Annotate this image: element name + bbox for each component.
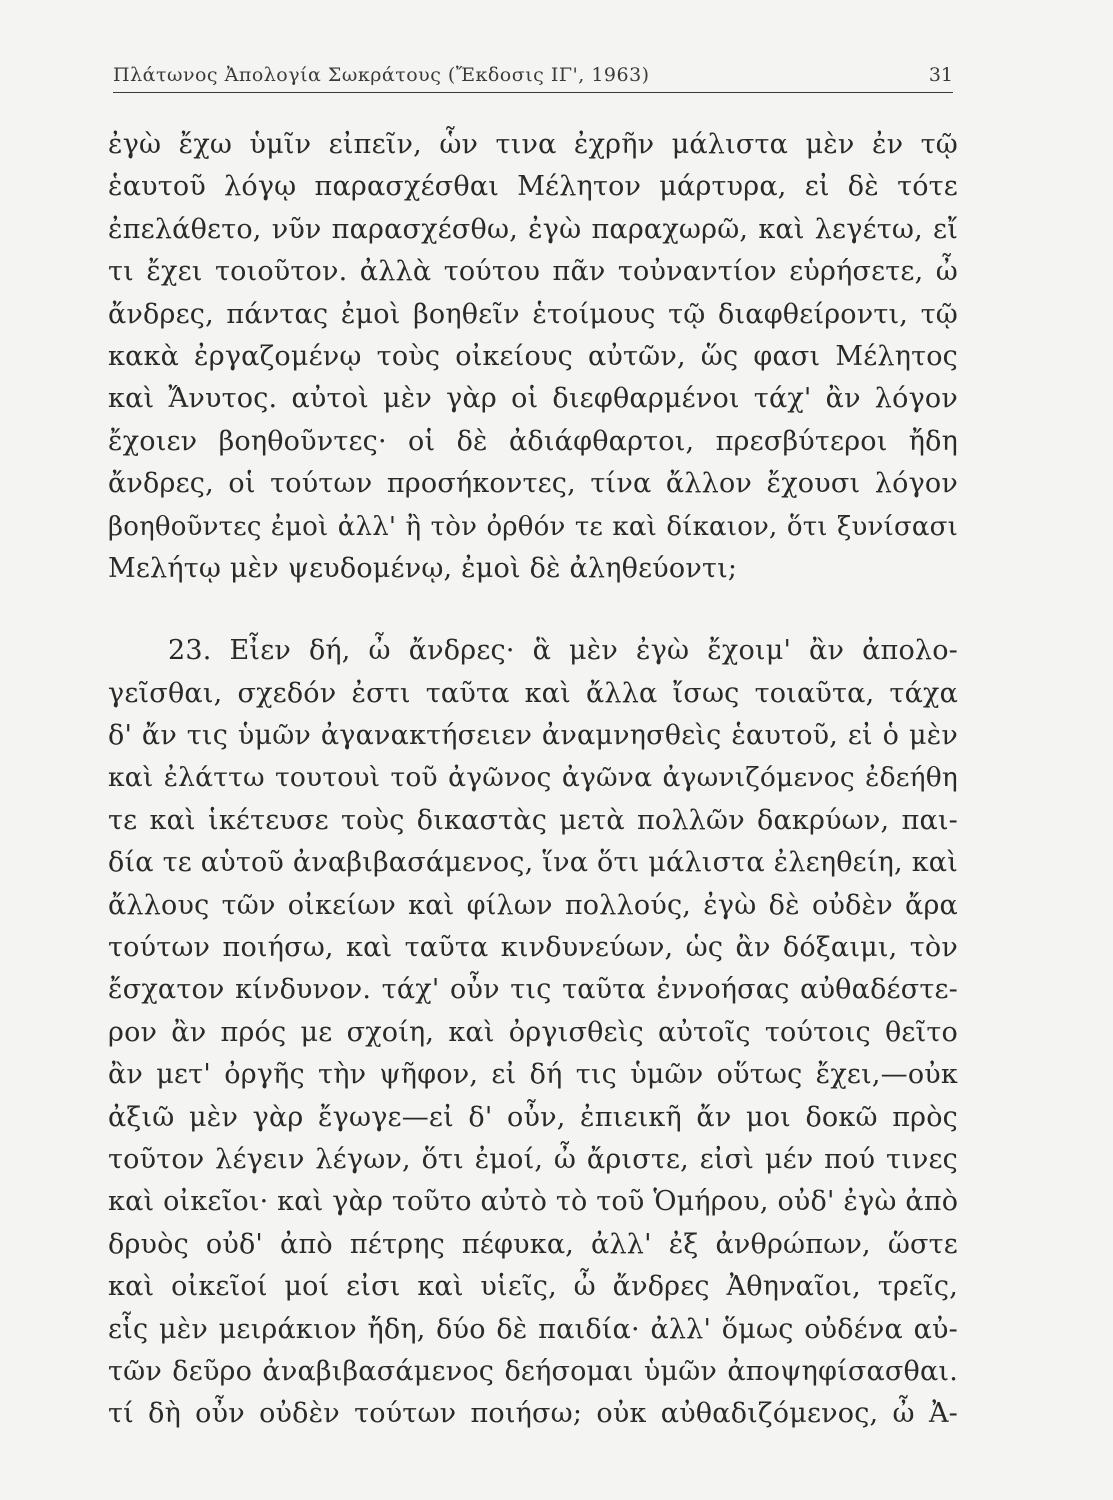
text-line: τί δὴ οὖν οὐδὲν τούτων ποιήσω; οὐκ αὐθαδιζόμενος, ὦ Ἀ- [108,1398,958,1430]
text-line: τούτων ποιήσω, καὶ ταῦτα κινδυνεύων, ὡς ἂν δόξαιμι, τὸν [108,932,958,964]
text-line: ἄνδρες, πάντας ἐμοὶ βοηθεῖν ἑτοίμους τῷ διαφθείροντι, τῷ [108,298,958,330]
text-line: τοῦτον λέγειν λέγων, ὅτι ἐμοί, ὦ ἄριστε, εἰσὶ μέν πού τινες [108,1143,958,1175]
text-line: καὶ οἰκεῖοι· καὶ γὰρ τοῦτο αὐτὸ τὸ τοῦ Ὁμήρου, οὐδ' ἐγὼ ἀπὸ [108,1186,959,1218]
text-line: καὶ Ἄνυτος. αὐτοὶ μὲν γὰρ οἱ διεφθαρμένοι τάχ' ἂν λόγον [108,383,958,415]
text-line: τε καὶ ἱκέτευσε τοὺς δικαστὰς μετὰ πολλῶν δακρύων, παι- [108,804,958,836]
paragraph-1 [108,124,958,590]
text-line: τι ἔχει τοιοῦτον. ἀλλὰ τούτου πᾶν τοὐναντίον εὑρήσετε, ὦ [108,256,958,288]
text-line: 23. Εἶεν δή, ὦ ἄνδρες· ἃ μὲν ἐγὼ ἔχοιμ' ἂν ἀπολο- [168,635,958,667]
body-text [108,124,958,1436]
text-line: ἔσχατον κίνδυνον. τάχ' οὖν τις ταῦτα ἐννοήσας αὐθαδέστε- [108,974,958,1006]
text-line: ἀξιῶ μὲν γὰρ ἔγωγε—εἰ δ' οὖν, ἐπιεικῆ ἄν μοι δοκῶ πρὸς [108,1101,958,1133]
page-number: 31 [928,64,953,86]
text-line: ἄλλους τῶν οἰκείων καὶ φίλων πολλούς, ἐγὼ δὲ οὐδὲν ἄρα [108,889,958,921]
text-line: Μελήτῳ μὲν ψευδομένῳ, ἐμοὶ δὲ ἀληθεύοντι; [108,552,738,584]
text-line: καὶ ἐλάττω τουτουὶ τοῦ ἀγῶνος ἀγῶνα ἀγωνιζόμενος ἐδεήθη [108,762,958,794]
text-line: ἐγὼ ἔχω ὑμῖν εἰπεῖν, ὧν τινα ἐχρῆν μάλιστα μὲν ἐν τῷ [108,129,958,160]
text-line: ρον ἂν πρός με σχοίη, καὶ ὀργισθεὶς αὐτοῖς τούτοις θεῖτο [108,1016,958,1048]
paragraph-2 [108,630,958,1435]
text-line: βοηθοῦντες ἐμοὶ ἀλλ' ἢ τὸν ὀρθόν τε καὶ δίκαιον, ὅτι ξυνίσασι [108,511,958,542]
text-line: γεῖσθαι, σχεδόν ἐστι ταῦτα καὶ ἄλλα ἴσως τοιαῦτα, τάχα [108,677,958,709]
text-line: εἷς μὲν μειράκιον ἤδη, δύο δὲ παιδία· ἀλλ' ὅμως οὐδένα αὐ- [108,1313,958,1345]
running-head [113,62,953,93]
text-line: κακὰ ἐργαζομένῳ τοὺς οἰκείους αὐτῶν, ὥς φασι Μέλητος [108,340,958,372]
paragraph-gap [108,590,958,630]
text-line: ἐπελάθετο, νῦν παρασχέσθω, ἐγὼ παραχωρῶ, καὶ λεγέτω, εἴ [108,213,958,245]
text-line: τῶν δεῦρο ἀναβιβασάμενος δεήσομαι ὑμῶν ἀποψηφίσασθαι. [108,1355,958,1387]
text-line: ἔχοιεν βοηθοῦντες· οἱ δὲ ἀδιάφθαρτοι, πρεσβύτεροι ἤδη [108,425,958,457]
text-line: ἄνδρες, οἱ τούτων προσήκοντες, τίνα ἄλλον ἔχουσι λόγον [108,468,958,500]
text-line: δρυὸς οὐδ' ἀπὸ πέτρης πέφυκα, ἀλλ' ἐξ ἀνθρώπων, ὥστε [108,1228,958,1260]
text-line: δ' ἄν τις ὑμῶν ἀγανακτήσειεν ἀναμνησθεὶς ἑαυτοῦ, εἰ ὁ μὲν [108,720,958,752]
text-line: καὶ οἰκεῖοί μοί εἰσι καὶ υἱεῖς, ὦ ἄνδρες Ἀθηναῖοι, τρεῖς, [108,1271,958,1303]
text-line: ἑαυτοῦ λόγῳ παρασχέσθαι Μέλητον μάρτυρα, εἰ δὲ τότε [108,171,958,203]
text-line: ἂν μετ' ὀργῆς τὴν ψῆφον, εἰ δή τις ὑμῶν οὕτως ἔχει,—οὐκ [108,1059,958,1091]
text-line: δία τε αὑτοῦ ἀναβιβασάμενος, ἵνα ὅτι μάλιστα ἐλεηθείη, καὶ [108,847,958,879]
running-title: Πλάτωνος Ἀπολογία Σωκράτους (Ἔκδοσις ΙΓ', 1963) [113,64,650,86]
